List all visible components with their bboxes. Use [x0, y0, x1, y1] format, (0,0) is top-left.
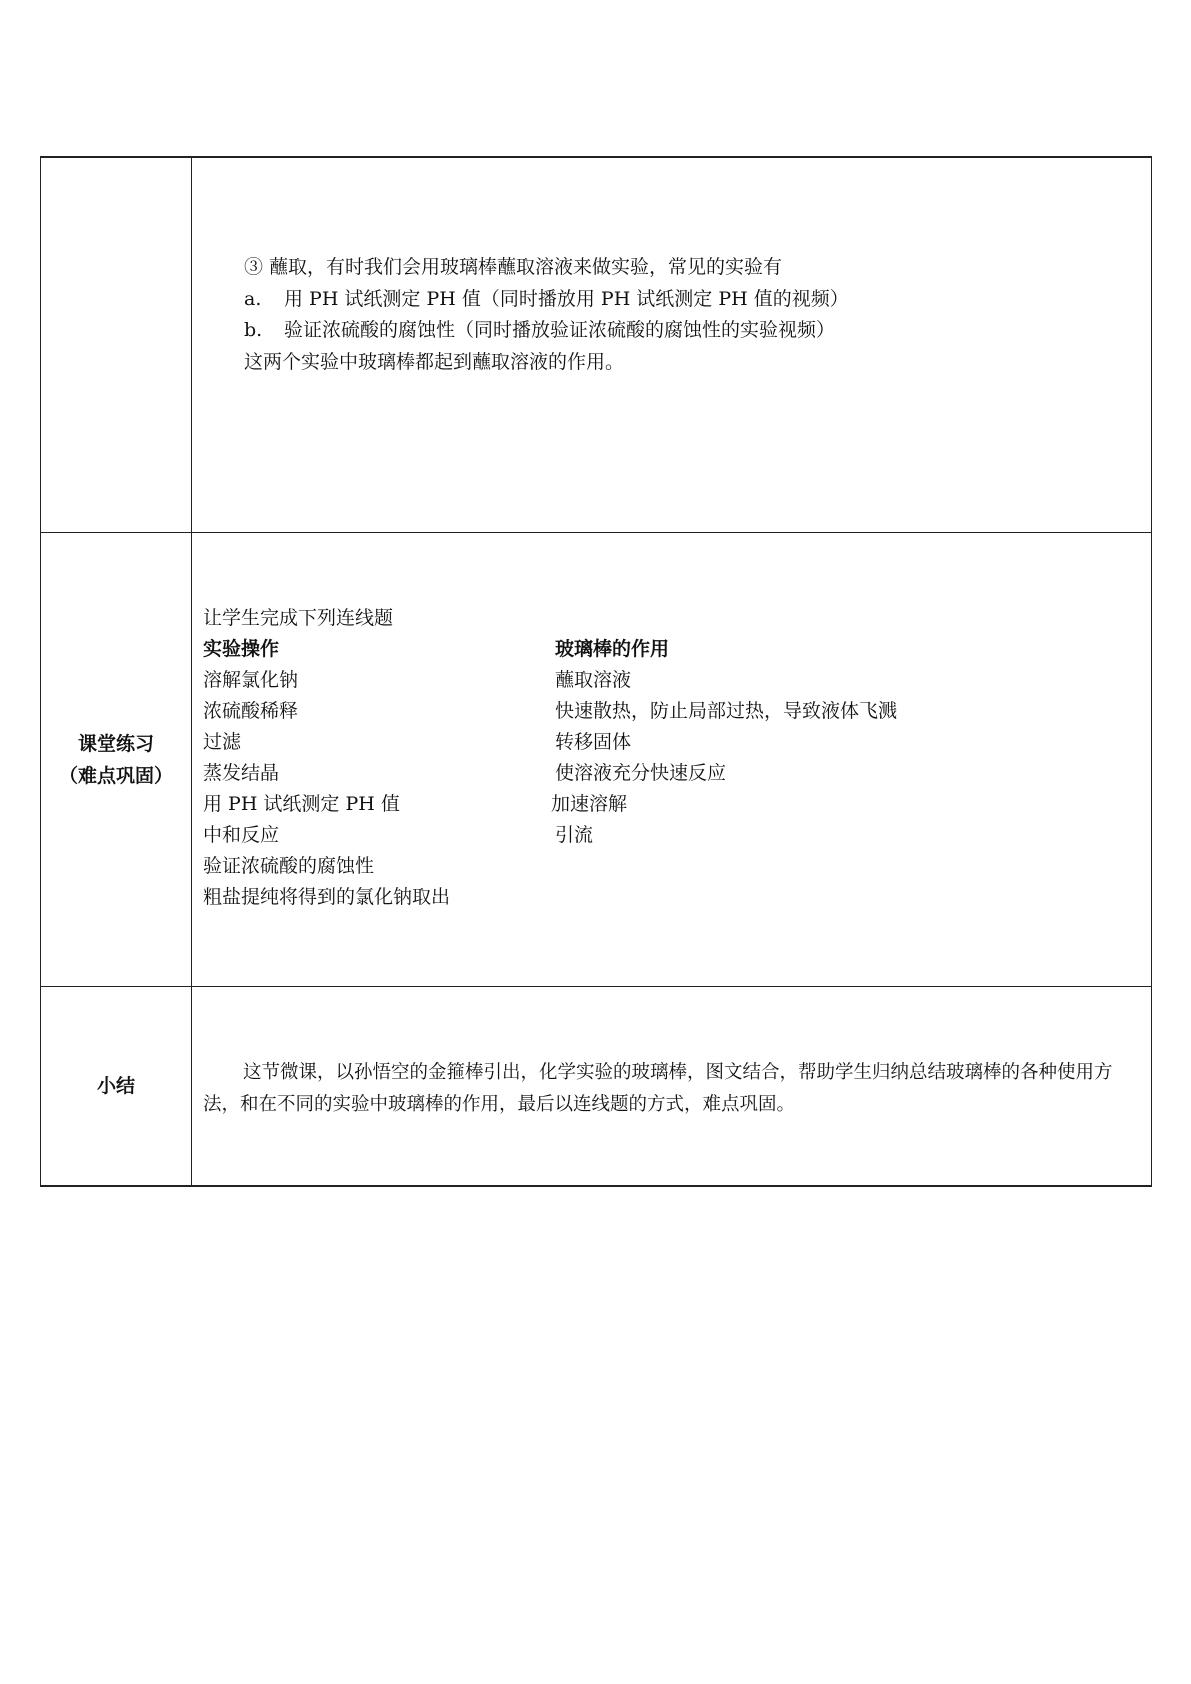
- dip-method-text: [244, 252, 849, 378]
- row-label-cell: [41, 157, 192, 533]
- summary-label: 小结: [96, 1075, 135, 1097]
- dip-method-title: ③ 蘸取，有时我们会用玻璃棒蘸取溶液来做实验，常见的实验有: [244, 256, 783, 278]
- list-item: 快速散热，防止局部过热，导致液体飞溅: [555, 700, 898, 722]
- list-item: 浓硫酸稀释: [203, 700, 299, 722]
- content-cell: [192, 533, 1152, 987]
- exercise-intro: 让学生完成下列连线题: [203, 607, 394, 629]
- list-item: 用 PH 试纸测定 PH 值: [203, 793, 400, 815]
- dip-method-conclusion: 这两个实验中玻璃棒都起到蘸取溶液的作用。: [244, 350, 625, 373]
- sub-item-b: [244, 315, 849, 347]
- functions-column: [551, 634, 898, 851]
- sub-item-a: [244, 284, 849, 316]
- operations-header: 实验操作: [203, 638, 280, 660]
- list-item: 过滤: [203, 731, 242, 753]
- list-item: 中和反应: [203, 824, 280, 846]
- exercise-sublabel: （难点巩固）: [58, 764, 173, 787]
- row-label-cell: [41, 987, 192, 1187]
- sub-item-marker: a.: [244, 287, 262, 310]
- list-item: 粗盐提纯将得到的氯化钠取出: [203, 886, 451, 908]
- table-row: [41, 157, 1152, 533]
- exercise-label: 课堂练习: [77, 732, 154, 755]
- sub-item-text: 用 PH 试纸测定 PH 值（同时播放用 PH 试纸测定 PH 值的视频）: [284, 287, 849, 310]
- content-cell: [192, 157, 1152, 533]
- list-item: 引流: [555, 824, 594, 846]
- list-item: 溶解氯化钠: [203, 669, 299, 691]
- content-cell: [192, 987, 1152, 1187]
- list-item: 蒸发结晶: [203, 762, 280, 784]
- table-row: [41, 987, 1152, 1187]
- list-item: 转移固体: [555, 731, 632, 753]
- list-item: 加速溶解: [551, 793, 628, 815]
- lesson-plan-table: [40, 156, 1152, 1187]
- sub-item-text: 验证浓硫酸的腐蚀性（同时播放验证浓硫酸的腐蚀性的实验视频）: [284, 319, 836, 341]
- list-item: 使溶液充分快速反应: [555, 762, 727, 784]
- list-item: 验证浓硫酸的腐蚀性: [203, 855, 375, 877]
- sub-item-marker: b.: [244, 319, 263, 341]
- row-label-cell: [41, 533, 192, 987]
- functions-header: 玻璃棒的作用: [555, 638, 670, 660]
- operations-column: [203, 634, 450, 913]
- summary-text: 这节微课，以孙悟空的金箍棒引出，化学实验的玻璃棒，图文结合，帮助学生归纳总结玻璃棒的各种使用方法，和在不同的实验中玻璃棒的作用，最后以连线题的方式，难点巩固。: [203, 1062, 1113, 1115]
- table-row: [41, 533, 1152, 987]
- list-item: 蘸取溶液: [555, 669, 632, 691]
